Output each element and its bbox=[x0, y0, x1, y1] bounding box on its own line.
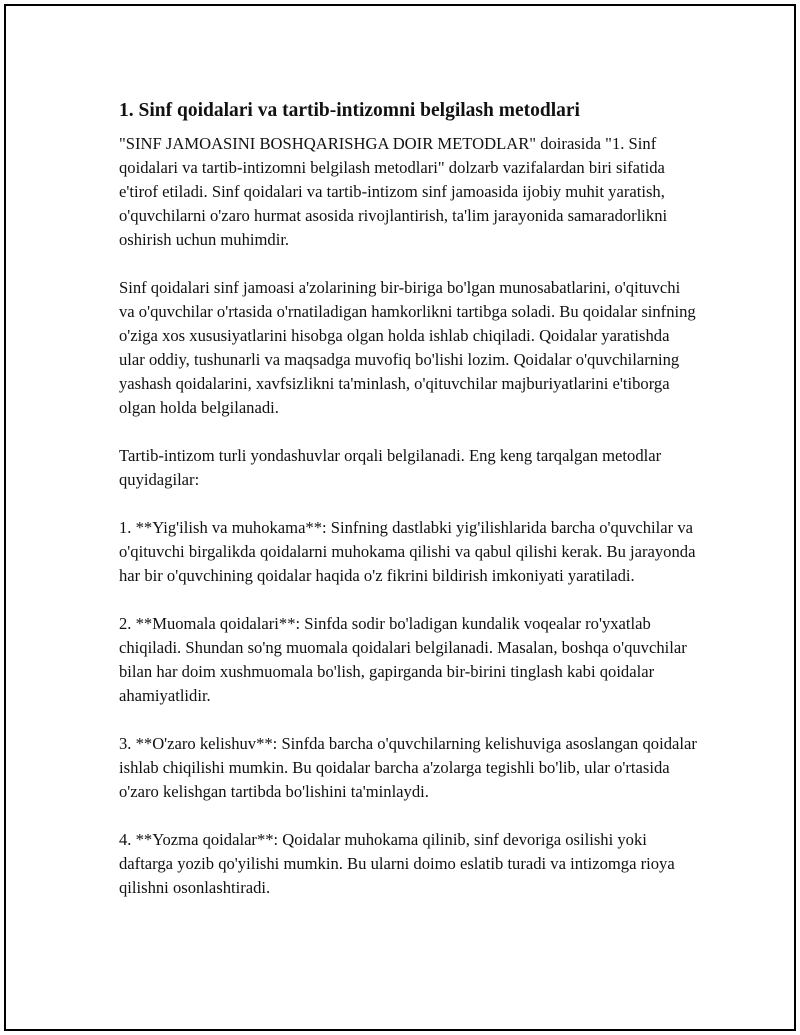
document-body bbox=[119, 98, 699, 924]
paragraph-class-rules: Sinf qoidalari sinf jamoasi a'zolarining bir-biriga bo'lgan munosabatlarini, o'qituvchi va o'quvchilar o'rtasida o'rnatiladigan hamkorlikni tartibga soladi. Bu qoidalar sinfning o'ziga xos xususiyatlarini hisobga olgan holda ishlab chiqiladi. Qoidalar yaratishda ular oddiy, tushunarli va maqsadga muvofiq bo'lishi lozim. Qoidalar o'quvchilarning yashash qoidalarini, xavfsizlikni ta'minlash, o'qituvchilar majburiyatlarini e'tiborga olgan holda belgilanadi. bbox=[119, 278, 696, 417]
document-title: 1. Sinf qoidalari va tartib-intizomni belgilash metodlari bbox=[119, 100, 580, 121]
page-frame bbox=[4, 4, 796, 1031]
list-item-method-2: 2. **Muomala qoidalari**: Sinfda sodir bo'ladigan kundalik voqealar ro'yxatlab chiqiladi. Shundan so'ng muomala qoidalari belgilanadi. Masalan, boshqa o'quvchilar bilan har doim xushmuomala bo'lish, gapirganda bir-birini tinglash kabi qoidalar ahamiyatlidir. bbox=[119, 614, 687, 705]
paragraph-methods-lead: Tartib-intizom turli yondashuvlar orqali belgilanadi. Eng keng tarqalgan metodlar quyidagilar: bbox=[119, 446, 662, 489]
list-item-method-1: 1. **Yig'ilish va muhokama**: Sinfning dastlabki yig'ilishlarida barcha o'quvchilar va o'qituvchi birgalikda qoidalarni muhokama qilishi va qabul qilishi kerak. Bu jarayonda har bir o'quvchining qoidalar haqida o'z fikrini bildirish imkoniyati yaratiladi. bbox=[119, 518, 696, 585]
list-item-method-4: 4. **Yozma qoidalar**: Qoidalar muhokama qilinib, sinf devoriga osilishi yoki daftarga yozib qo'yilishi mumkin. Bu ularni doimo eslatib turadi va intizomga rioya qilishni osonlashtiradi. bbox=[119, 830, 675, 897]
paragraph-intro: "SINF JAMOASINI BOSHQARISHGA DOIR METODLAR" doirasida "1. Sinf qoidalari va tartib-intizomni belgilash metodlari" dolzarb vazifalardan biri sifatida e'tirof etiladi. Sinf qoidalari va tartib-intizom sinf jamoasida ijobiy muhit yaratish, o'quvchilarni o'zaro hurmat asosida rivojlantirish, ta'lim jarayonida samaradorlikni oshirish uchun muhimdir. bbox=[119, 134, 668, 249]
list-item-method-3: 3. **O'zaro kelishuv**: Sinfda barcha o'quvchilarning kelishuviga asoslangan qoidalar ishlab chiqilishi mumkin. Bu qoidalar barcha a'zolarga tegishli bo'lib, ular o'rtasida o'zaro kelishgan tartibda bo'lishini ta'minlaydi. bbox=[119, 734, 697, 801]
